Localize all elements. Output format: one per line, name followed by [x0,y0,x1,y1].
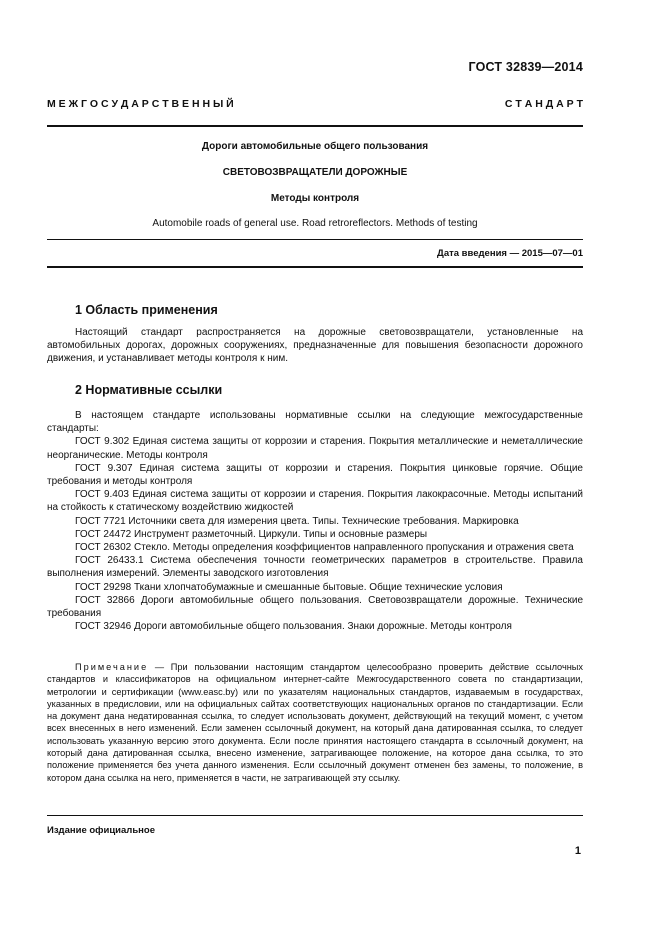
reference-item: ГОСТ 29298 Ткани хлопчатобумажные и смешанные бытовые. Общие технические условия [75,581,503,593]
reference-item: ГОСТ 24472 Инструмент разметочный. Циркули. Типы и основные размеры [75,528,428,540]
interstate-standard-banner [47,98,583,110]
note-text: — При пользовании настоящим стандартом целесообразно проверить действие ссылочных стандартов и классификаторов на официальном интернет-сайте Межгосударственного совета по стандартизации, метрологии и сертификации (www.easc.by) или по указателям национальных стандартов, издаваемым в государствах, указанных в предисловии, или на официальных сайтах соответствующих национальных органов по стандартизации. Если на документ дана недатированная ссылка, то следует использовать документ, действующий на текущий момент, с учетом всех внесенных в него изменений. Если заменен ссылочный документ, на который дана датированная ссылка, то следует использовать указанную версию этого документа. Если после принятия настоящего стандарта в ссылочный документ, на который дана датированная ссылка, внесено изменение, затрагивающее положение, на которое дана ссылка, то это положение применяется без учета данного изменения. Если ссылочный документ отменен без замены, то положение, в котором дана ссылка на него, применяется в части, не затрагивающей эту ссылку. [47,662,583,783]
reference-item: ГОСТ 9.403 Единая система защиты от коррозии и старения. Покрытия лакокрасочные. Методы испытаний на стойкость к статическому воздействию жидкостей [47,489,583,514]
title-line-retroreflectors: СВЕТОВОЗВРАЩАТЕЛИ ДОРОЖНЫЕ [222,167,408,178]
title-rule [47,239,583,240]
reference-item: ГОСТ 32946 Дороги автомобильные общего пользования. Знаки дорожные. Методы контроля [75,621,512,633]
reference-item: ГОСТ 32866 Дороги автомобильные общего пользования. Световозвращатели дорожные. Технические требования [47,594,583,620]
official-edition: Издание официальное [47,825,155,836]
banner-word-standard: С Т А Н Д А Р Т [504,98,583,110]
footer-rule [47,815,583,816]
section-1-heading: 1 Область применения [75,303,218,317]
reference-item: ГОСТ 7721 Источники света для измерения цвета. Типы. Технические требования. Маркировка [75,515,519,527]
page-number: 1 [574,845,581,857]
reference-item: ГОСТ 26302 Стекло. Методы определения коэффициентов направленного пропускания и отражения света [75,542,574,554]
standard-code: ГОСТ 32839—2014 [468,60,583,74]
references-note [47,661,583,784]
title-line-roads: Дороги автомобильные общего пользования [201,141,429,152]
section-2-heading: 2 Нормативные ссылки [75,383,223,397]
title-english: Automobile roads of general use. Road retroreflectors. Methods of testing [152,218,478,229]
date-rule [47,266,583,268]
section-2-body [47,409,583,633]
section-1-body [47,326,583,366]
reference-item: ГОСТ 9.307 Единая система защиты от коррозии и старения. Покрытия цинковые горячие. Общие требования и методы контроля [47,462,583,488]
note-label: Примечание [75,662,149,672]
banner-word-interstate: М Е Ж Г О С У Д А Р С Т В Е Н Н Ы Й [47,98,234,110]
reference-item: ГОСТ 26433.1 Система обеспечения точности геометрических параметров в строительстве. Правила выполнения измерений. Элементы заводского изготовления [47,555,583,580]
introduction-date: Дата введения — 2015—07—01 [437,248,583,259]
header-rule [47,125,583,127]
reference-item: ГОСТ 9.302 Единая система защиты от коррозии и старения. Покрытия металлические и неметаллические неорганические. Методы контроля [47,436,583,461]
note-paragraph [47,661,583,784]
section-1-text: Настоящий стандарт распространяется на дорожные световозвращатели, установленные на автомобильных дорогах, дорожных сооружениях, предназначенные для повышения безопасности дорожного движения, и устанавливает методы контроля к ним. [47,327,583,365]
section-2-intro: В настоящем стандарте использованы нормативные ссылки на следующие межгосударственные стандарты: [47,410,583,435]
title-line-methods: Методы контроля [270,193,360,204]
